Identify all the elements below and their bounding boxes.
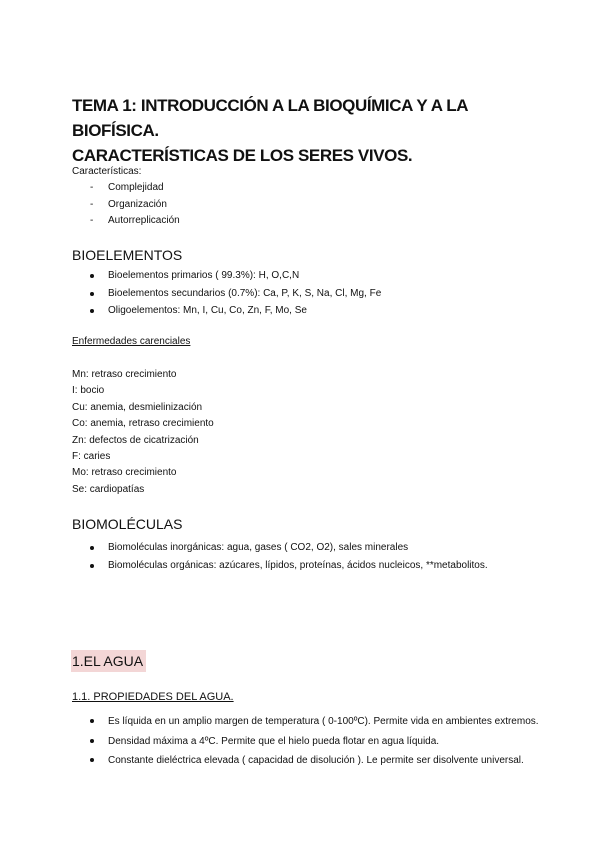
title-line-1: TEMA 1: INTRODUCCIÓN A LA BIOQUÍMICA Y A LA BIOFÍSICA. xyxy=(72,96,468,140)
biomoleculas-list xyxy=(88,539,488,574)
list-item: Zn: defectos de cicatrización xyxy=(72,434,199,446)
list-item: - Complejidad xyxy=(72,180,180,196)
propiedades-agua-heading: 1.1. PROPIEDADES DEL AGUA. xyxy=(72,691,234,703)
list-item: Bioelementos secundarios (0.7%): Ca, P, K, S, Na, Cl, Mg, Fe xyxy=(88,285,381,303)
list-item: Es líquida en un amplio margen de temperatura ( 0-100ºC). Permite vida en ambientes extremos. xyxy=(88,712,539,732)
agua-heading: 1.EL AGUA xyxy=(71,650,146,672)
caracteristicas-list xyxy=(72,180,180,229)
caracteristicas-label: Características: xyxy=(72,166,142,177)
enfermedades-list xyxy=(72,367,214,498)
caracteristicas-section xyxy=(72,164,180,229)
list-item: I: bocio xyxy=(72,385,105,397)
list-item: - Autorreplicación xyxy=(72,213,180,229)
list-item: Mn: retraso crecimiento xyxy=(72,369,177,380)
list-item: Se: cardiopatías xyxy=(72,483,145,495)
document-title xyxy=(72,93,542,168)
list-item: Co: anemia, retraso crecimiento xyxy=(72,418,214,430)
list-item: Bioelementos primarios ( 99.3%): H, O,C,N xyxy=(88,267,381,285)
list-item: Biomoléculas inorgánicas: agua, gases ( CO2, O2), sales minerales xyxy=(88,539,488,557)
enfermedades-heading: Enfermedades carenciales xyxy=(72,336,191,347)
title-line-2: CARACTERÍSTICAS DE LOS SERES VIVOS. xyxy=(72,146,413,165)
bioelementos-list xyxy=(88,267,381,320)
propiedades-agua-list xyxy=(88,712,539,771)
bioelementos-heading: BIOELEMENTOS xyxy=(72,247,183,263)
list-item: Biomoléculas orgánicas: azúcares, lípidos, proteínas, ácidos nucleicos, **metabolitos. xyxy=(88,557,488,575)
list-item: Cu: anemia, desmielinización xyxy=(72,401,203,413)
biomoleculas-heading: BIOMOLÉCULAS xyxy=(72,516,183,532)
list-item: Constante dieléctrica elevada ( capacidad de disolución ). Le permite ser disolvente universal. xyxy=(88,751,539,771)
list-item: - Organización xyxy=(72,197,180,213)
list-item: Mo: retraso crecimiento xyxy=(72,467,177,479)
list-item: Oligoelementos: Mn, I, Cu, Co, Zn, F, Mo, Se xyxy=(88,302,381,320)
list-item: Densidad máxima a 4ºC. Permite que el hielo pueda flotar en agua líquida. xyxy=(88,732,539,752)
list-item: F: caries xyxy=(72,451,111,463)
